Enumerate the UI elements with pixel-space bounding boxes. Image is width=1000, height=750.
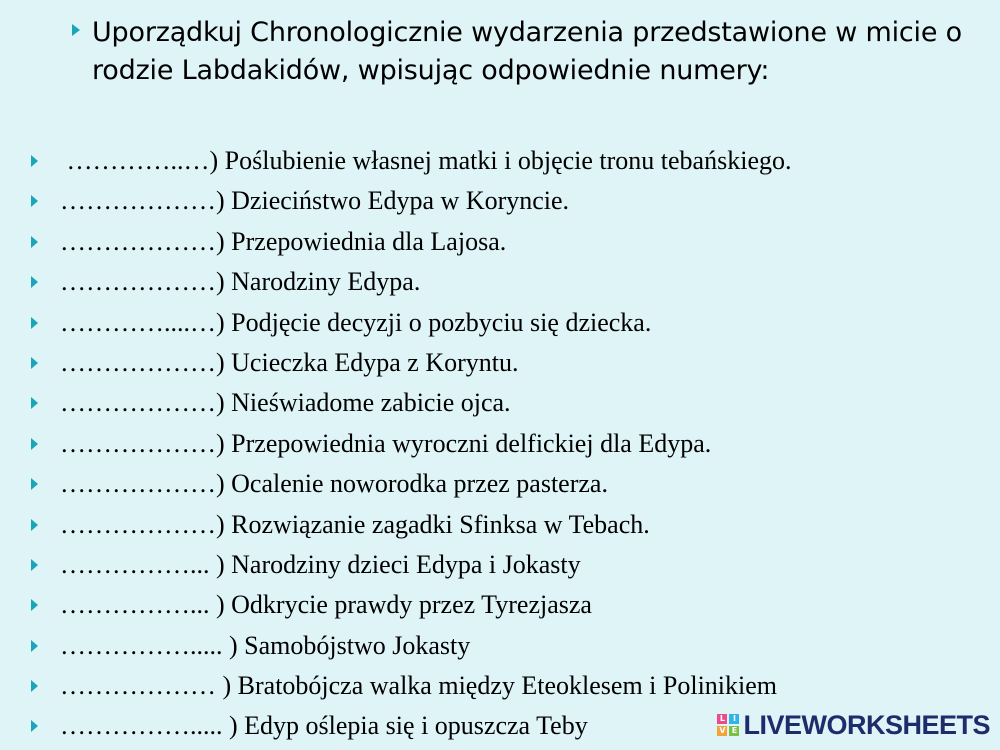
list-item bbox=[0, 222, 1000, 262]
list-item bbox=[0, 383, 1000, 423]
title-block bbox=[62, 14, 982, 90]
list-item bbox=[0, 545, 1000, 585]
event-text: ………………) Dzieciństwo Edypa w Koryncie. bbox=[60, 186, 570, 216]
bullet-icon bbox=[31, 478, 38, 490]
logo-mark-letter: I bbox=[729, 714, 739, 724]
events-list bbox=[0, 141, 1000, 747]
bullet-icon bbox=[31, 720, 38, 732]
event-text: ……………… ) Bratobójcza walka między Eteoklesem i Polinikiem bbox=[60, 671, 778, 701]
event-text: ………………) Rozwiązanie zagadki Sfinksa w Tebach. bbox=[60, 509, 650, 539]
list-item bbox=[0, 181, 1000, 221]
list-item bbox=[0, 464, 1000, 504]
list-item bbox=[0, 424, 1000, 464]
logo-mark-icon bbox=[717, 714, 739, 736]
bullet-icon bbox=[31, 599, 38, 611]
logo-mark-letter: L bbox=[717, 714, 727, 724]
bullet-icon bbox=[31, 559, 38, 571]
event-text: …………..…) Poślubienie własnej matki i objęcie tronu tebańskiego. bbox=[60, 146, 792, 175]
bullet-icon bbox=[31, 357, 38, 369]
event-text: ……………... ) Odkrycie prawdy przez Tyrezjasza bbox=[60, 590, 592, 620]
event-text: …………....…) Podjęcie decyzji o pozbyciu się dziecka. bbox=[60, 307, 652, 337]
logo-text: LIVEWORKSHEETS bbox=[743, 709, 990, 740]
event-text: ………………) Nieświadome zabicie ojca. bbox=[60, 388, 511, 418]
liveworksheets-logo bbox=[717, 710, 990, 740]
list-item bbox=[0, 141, 1000, 181]
bullet-icon bbox=[31, 640, 38, 652]
title-bullet-icon bbox=[72, 24, 80, 36]
bullet-icon bbox=[31, 519, 38, 531]
list-item bbox=[0, 303, 1000, 343]
event-text: ……………..... ) Samobójstwo Jokasty bbox=[60, 630, 471, 660]
bullet-icon bbox=[31, 195, 38, 207]
event-text: ……………..... ) Edyp oślepia się i opuszcza Teby bbox=[60, 711, 588, 741]
logo-mark-letter: E bbox=[729, 726, 739, 736]
event-text: ………………) Ocalenie noworodka przez pasterza. bbox=[60, 469, 608, 499]
list-item bbox=[0, 505, 1000, 545]
logo-mark-letter: V bbox=[719, 726, 726, 735]
list-item bbox=[0, 626, 1000, 666]
bullet-icon bbox=[31, 397, 38, 409]
list-item bbox=[0, 343, 1000, 383]
event-text: ………………) Przepowiednia wyroczni delfickiej dla Edypa. bbox=[60, 428, 712, 458]
event-text: ……………... ) Narodziny dzieci Edypa i Jokasty bbox=[60, 549, 581, 579]
bullet-icon bbox=[31, 438, 38, 450]
bullet-icon bbox=[31, 155, 38, 167]
event-text: ………………) Ucieczka Edypa z Koryntu. bbox=[60, 347, 519, 377]
list-item bbox=[0, 585, 1000, 625]
bullet-icon bbox=[31, 680, 38, 692]
bullet-icon bbox=[31, 276, 38, 288]
list-item bbox=[0, 666, 1000, 706]
list-item bbox=[0, 262, 1000, 302]
worksheet-title: Uporządkuj Chronologicznie wydarzenia przedstawione w micie o rodzie Labdakidów, wpisując odpowiednie numery: bbox=[92, 17, 962, 86]
bullet-icon bbox=[31, 236, 38, 248]
event-text: ………………) Przepowiednia dla Lajosa. bbox=[60, 226, 507, 256]
bullet-icon bbox=[31, 317, 38, 329]
event-text: ………………) Narodziny Edypa. bbox=[60, 267, 421, 297]
